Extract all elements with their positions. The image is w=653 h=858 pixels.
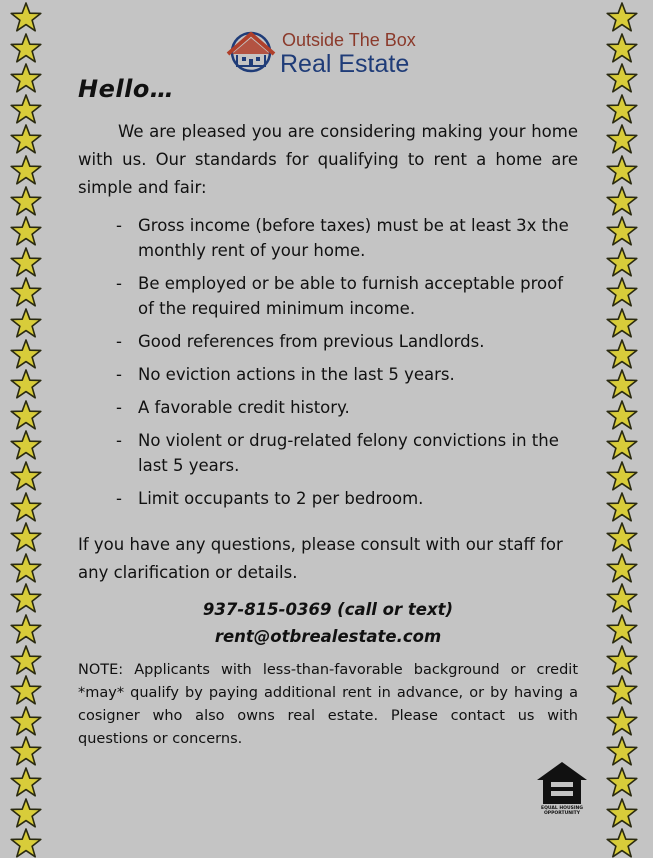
star-icon bbox=[606, 369, 638, 399]
star-icon bbox=[606, 492, 638, 522]
star-icon bbox=[10, 614, 42, 644]
equal-housing-opportunity-icon bbox=[533, 760, 591, 806]
greeting-heading: Hello… bbox=[78, 75, 175, 103]
contact-block bbox=[78, 596, 578, 650]
star-icon bbox=[10, 2, 42, 32]
requirement-item: - Good references from previous Landlords. bbox=[116, 329, 578, 354]
star-icon bbox=[606, 614, 638, 644]
left-star-border bbox=[10, 0, 50, 844]
star-icon bbox=[606, 33, 638, 63]
star-icon bbox=[10, 430, 42, 460]
star-icon bbox=[10, 339, 42, 369]
requirement-item: - No violent or drug-related felony convictions in the last 5 years. bbox=[116, 428, 578, 478]
email-address: rent@otbrealestate.com bbox=[214, 627, 442, 646]
star-icon bbox=[10, 63, 42, 93]
star-icon bbox=[606, 522, 638, 552]
company-logo bbox=[224, 28, 444, 80]
star-icon bbox=[606, 400, 638, 430]
star-icon bbox=[606, 2, 638, 32]
star-icon bbox=[10, 583, 42, 613]
star-icon bbox=[606, 186, 638, 216]
star-icon bbox=[606, 430, 638, 460]
star-icon bbox=[10, 277, 42, 307]
star-icon bbox=[10, 736, 42, 766]
star-icon bbox=[606, 675, 638, 705]
star-icon bbox=[10, 216, 42, 246]
flyer-content bbox=[78, 0, 583, 844]
star-icon bbox=[606, 706, 638, 736]
star-icon bbox=[10, 308, 42, 338]
star-icon bbox=[606, 124, 638, 154]
star-icon bbox=[606, 798, 638, 828]
requirements-list bbox=[116, 213, 578, 519]
star-icon bbox=[10, 828, 42, 858]
star-icon bbox=[606, 277, 638, 307]
star-icon bbox=[10, 798, 42, 828]
star-icon bbox=[10, 706, 42, 736]
intro-text: We are pleased you are considering making your home with us. Our standards for qualifying to rent a home are simple and fair: bbox=[78, 122, 578, 197]
logo-line-2: Real Estate bbox=[280, 50, 410, 78]
star-icon bbox=[10, 553, 42, 583]
star-icon bbox=[606, 155, 638, 185]
star-icon bbox=[10, 461, 42, 491]
requirement-item: - Limit occupants to 2 per bedroom. bbox=[116, 486, 578, 511]
star-icon bbox=[606, 216, 638, 246]
requirement-item: - No eviction actions in the last 5 years. bbox=[116, 362, 578, 387]
star-icon bbox=[10, 124, 42, 154]
star-icon bbox=[10, 369, 42, 399]
star-icon bbox=[10, 522, 42, 552]
house-logo-icon bbox=[224, 30, 278, 74]
star-icon bbox=[606, 461, 638, 491]
requirement-item: - Gross income (before taxes) must be at least 3x the monthly rent of your home. bbox=[116, 213, 578, 263]
equal-housing-caption: EQUAL HOUSING OPPORTUNITY bbox=[541, 806, 583, 816]
star-icon bbox=[606, 553, 638, 583]
star-icon bbox=[10, 247, 42, 277]
star-icon bbox=[606, 308, 638, 338]
star-icon bbox=[10, 155, 42, 185]
star-icon bbox=[606, 94, 638, 124]
star-icon bbox=[606, 767, 638, 797]
intro-paragraph bbox=[78, 118, 578, 202]
star-icon bbox=[606, 583, 638, 613]
closing-paragraph: If you have any questions, please consult with our staff for any clarification or details. bbox=[78, 535, 563, 582]
requirement-item: - Be employed or be able to furnish acceptable proof of the required minimum income. bbox=[116, 271, 578, 321]
star-icon bbox=[10, 33, 42, 63]
requirement-item: - A favorable credit history. bbox=[116, 395, 578, 420]
phone-number: 937-815-0369 (call or text) bbox=[202, 600, 454, 619]
star-icon bbox=[10, 400, 42, 430]
right-star-border bbox=[606, 0, 646, 844]
star-icon bbox=[606, 63, 638, 93]
star-icon bbox=[10, 492, 42, 522]
star-icon bbox=[606, 247, 638, 277]
star-icon bbox=[10, 675, 42, 705]
star-icon bbox=[606, 339, 638, 369]
logo-line-1: Outside The Box bbox=[282, 30, 416, 50]
note-paragraph: NOTE: Applicants with less-than-favorable background or credit *may* qualify by paying additional rent in advance, or by having a cosigner who also owns real estate. Please contact us with questions or concerns. bbox=[78, 662, 578, 747]
star-icon bbox=[10, 645, 42, 675]
star-icon bbox=[606, 645, 638, 675]
equal-housing-logo bbox=[533, 760, 591, 822]
star-icon bbox=[606, 736, 638, 766]
star-icon bbox=[10, 94, 42, 124]
star-icon bbox=[606, 828, 638, 858]
star-icon bbox=[10, 767, 42, 797]
star-icon bbox=[10, 186, 42, 216]
